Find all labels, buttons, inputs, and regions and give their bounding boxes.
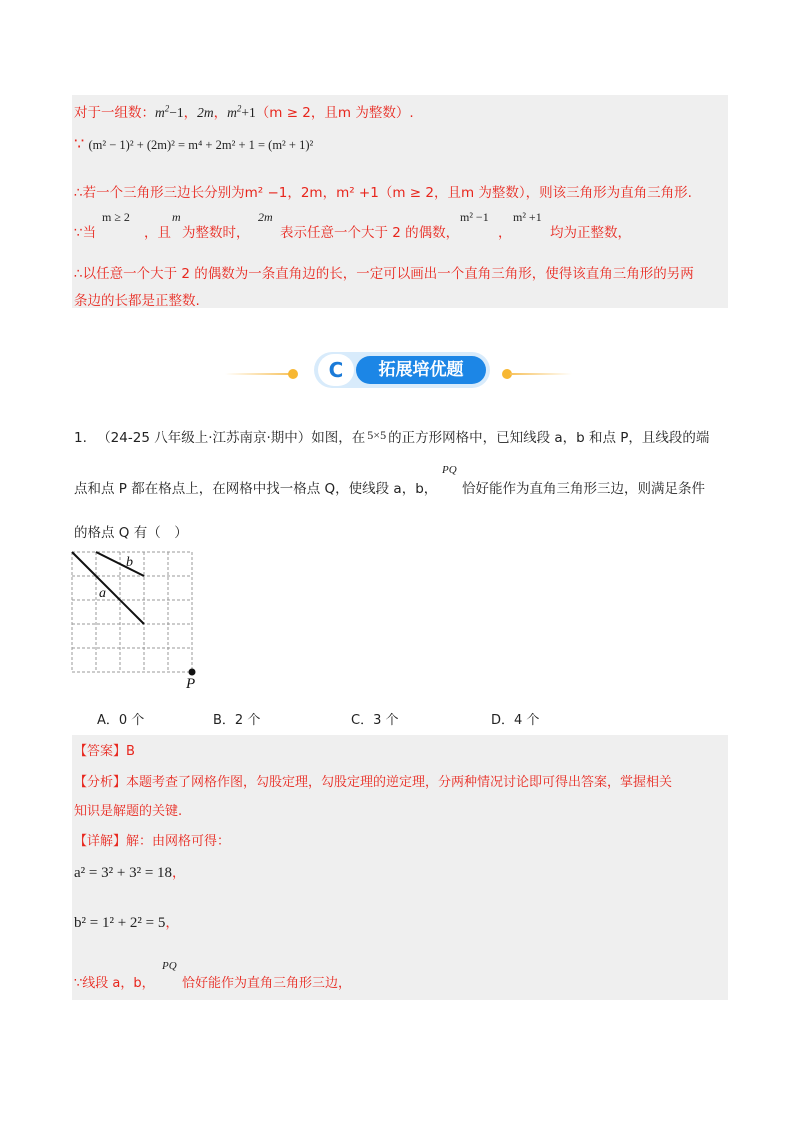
answer-line: 【答案】B xyxy=(74,744,135,759)
line4-m2-minus-1: m² −1 xyxy=(460,210,489,224)
line4-comma: ， xyxy=(498,225,512,241)
detail-text: 解：由网格可得： xyxy=(126,834,231,849)
detail-line xyxy=(74,830,230,849)
line4-m: m xyxy=(172,210,181,224)
q-line2-b: 恰好能作为直角三角形三边，则满足条件 xyxy=(462,481,705,497)
expr-m2-minus-1: $m^2-1$ xyxy=(155,103,184,120)
solution-line-2 xyxy=(74,134,313,153)
line4-m2-plus-1: m² +1 xyxy=(513,210,542,224)
equation-b: b² = 1² + 2² = 5 xyxy=(74,915,166,931)
eq-b-comma: ， xyxy=(165,915,179,931)
question-line-1 xyxy=(74,426,709,446)
segment-a xyxy=(72,552,144,624)
question-source: （24-25 八年级上·江苏南京·期中） xyxy=(97,430,312,446)
line4-and: ，且 xyxy=(144,225,171,241)
equation-a-line xyxy=(74,861,186,882)
pythagorean-identity: (m² − 1)² + (2m)² = m⁴ + 2m² + 1 = (m² + 1)² xyxy=(88,138,314,152)
option-a[interactable]: A．0 个 xyxy=(97,713,145,728)
question-line-2 xyxy=(74,464,734,497)
option-b[interactable]: B．2 个 xyxy=(213,713,261,728)
last-pq: PQ xyxy=(162,960,177,972)
line1-condition: （m ≥ 2，且m 为整数）. xyxy=(255,105,414,121)
equation-b-line xyxy=(74,911,179,932)
question-number: 1. xyxy=(74,430,87,446)
analysis-line-2: 知识是解题的关键. xyxy=(74,804,183,819)
expr-2m: 2m xyxy=(197,105,214,120)
option-c[interactable]: C．3 个 xyxy=(351,713,399,728)
line4-positive: 均为正整数， xyxy=(550,225,631,241)
solution-line-1: 对于一组数：$m^2-1$，2m，$m^2+1(m \ge 2$，且m 为整数）. xyxy=(74,103,414,121)
line4-when: ∵当 xyxy=(74,225,97,241)
solution-line-5b: 条边的长都是正整数. xyxy=(74,293,200,309)
analysis-line-1: 【分析】本题考查了网格作图，勾股定理，勾股定理的逆定理，分两种情况讨论即可得出答案，掌握相关 xyxy=(74,775,673,790)
section-title: 拓展培优题 xyxy=(356,356,486,384)
banner-left-dot xyxy=(288,369,298,379)
line4-2m: 2m xyxy=(258,210,273,224)
solution-line-5a: ∴以任意一个大于 2 的偶数为一条直角边的长，一定可以画出一个直角三角形，使得该直角三角形的另两 xyxy=(74,266,694,282)
equation-a: a² = 3² + 3² = 18 xyxy=(74,865,173,881)
segment-pq: PQ xyxy=(442,464,457,476)
grid-size: 5×5 xyxy=(367,428,387,442)
q-line2-a: 点和点 P 都在格点上，在网格中找一格点 Q，使线段 a，b， xyxy=(74,481,438,497)
grid-figure xyxy=(70,550,200,690)
question-line-3: 的格点 Q 有（ ） xyxy=(74,525,188,541)
solution-line-3: ∴若一个三角形三边长分别为m² −1，2m，m² +1（m ≥ 2，且m 为整数），则该三角形为直角三角形. xyxy=(74,185,692,201)
last-line-a: ∵线段 a，b， xyxy=(74,976,155,991)
because-symbol: ∵ xyxy=(74,134,85,153)
line4-even: 表示任意一个大于 2 的偶数， xyxy=(280,225,460,241)
line4-integer: 为整数时， xyxy=(182,225,250,241)
label-b: b xyxy=(126,555,133,570)
q-line1-b: 的正方形网格中，已知线段 a，b 和点 P，且线段的端 xyxy=(388,430,710,446)
line4-cond: m ≥ 2 xyxy=(102,210,130,224)
line1-text: 对于一组数： xyxy=(74,105,155,121)
sep: ， xyxy=(183,105,198,121)
banner-right-line xyxy=(510,373,572,375)
label-p: P xyxy=(186,676,196,690)
expr-m2-plus-1: $m^2+1$ xyxy=(227,103,256,120)
label-a: a xyxy=(99,586,106,601)
section-letter-badge: C xyxy=(318,354,354,386)
last-line xyxy=(74,960,574,991)
detail-label: 【详解】 xyxy=(74,834,127,849)
option-d[interactable]: D．4 个 xyxy=(491,713,540,728)
eq-a-comma: ， xyxy=(172,865,186,881)
q-line1-a: 如图，在 xyxy=(311,430,366,446)
banner-left-line xyxy=(225,373,292,375)
point-p xyxy=(189,669,196,676)
last-line-b: 恰好能作为直角三角形三边， xyxy=(182,976,352,991)
